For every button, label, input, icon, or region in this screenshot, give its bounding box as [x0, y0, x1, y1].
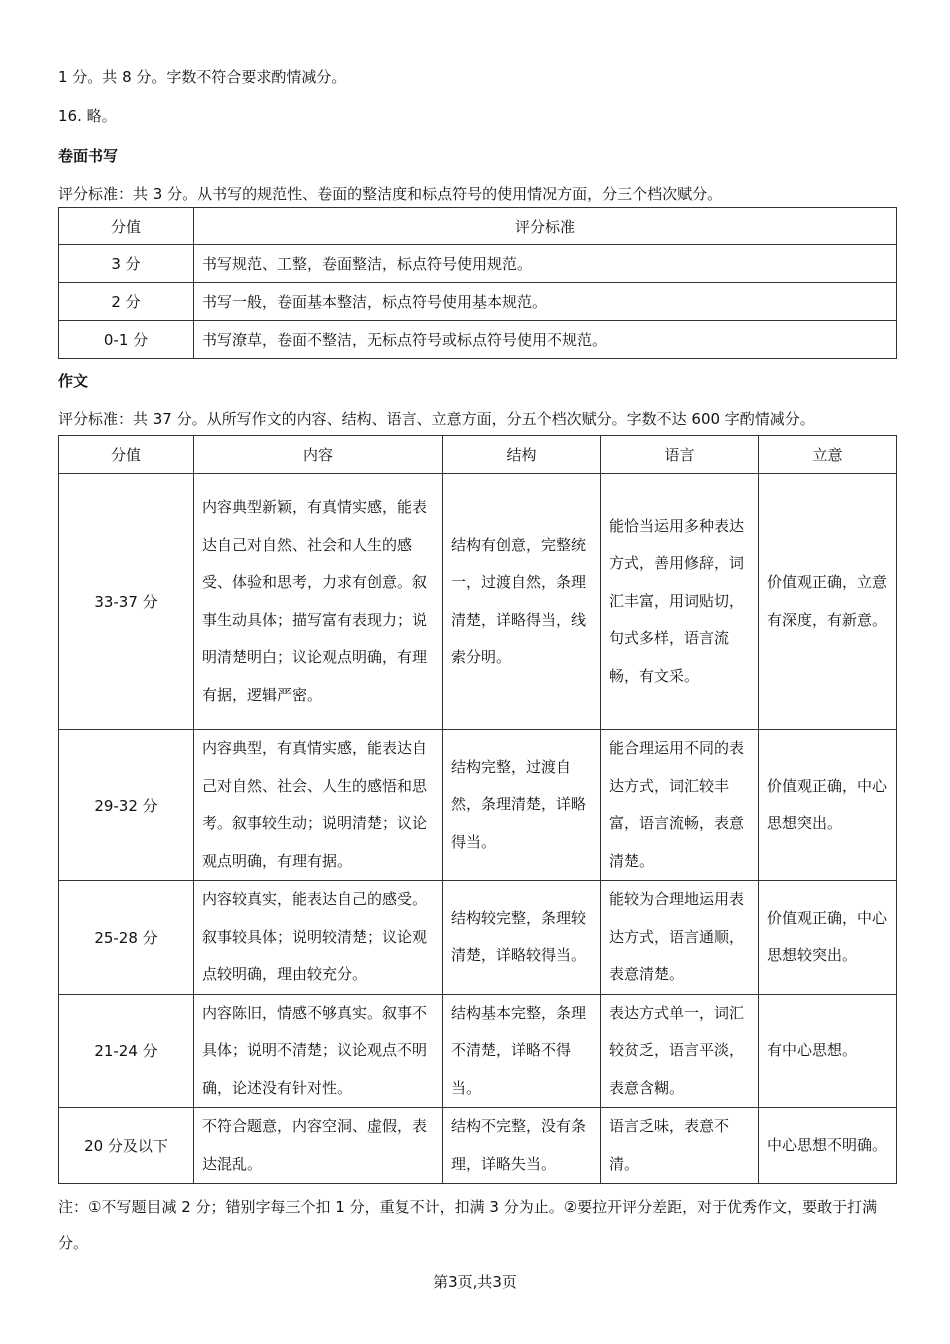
row-language: 能较为合理地运用表达方式，语言通顺，表意清楚。	[601, 881, 759, 995]
row-structure: 结构基本完整，条理不清楚，详略不得当。	[443, 994, 601, 1108]
row-theme: 有中心思想。	[759, 994, 897, 1108]
row-content: 内容典型，有真情实感，能表达自己对自然、社会、人生的感悟和思考。叙事较生动；说明清楚；议论观点明确，有理有据。	[194, 730, 443, 881]
table-row	[59, 881, 897, 995]
table-row	[59, 321, 897, 359]
header-standard: 评分标准	[194, 208, 897, 245]
row-desc: 书写规范、工整，卷面整洁，标点符号使用规范。	[194, 245, 897, 283]
row-desc: 书写一般，卷面基本整洁，标点符号使用基本规范。	[194, 283, 897, 321]
table-row	[59, 474, 897, 730]
header-score: 分值	[59, 436, 194, 474]
intro-line: 1 分。共 8 分。字数不符合要求酌情减分。	[58, 68, 347, 86]
handwriting-standard: 评分标准：共 3 分。从书写的规范性、卷面的整洁度和标点符号的使用情况方面，分三个档次赋分。	[58, 185, 723, 203]
row-score: 3 分	[59, 245, 194, 283]
row-theme: 价值观正确，中心思想突出。	[759, 730, 897, 881]
handwriting-table	[58, 207, 897, 359]
row-structure: 结构不完整，没有条理，详略失当。	[443, 1108, 601, 1184]
row-content: 内容典型新颖，有真情实感，能表达自己对自然、社会和人生的感受、体验和思考，力求有创意。叙事生动具体；描写富有表现力；说明清楚明白；议论观点明确，有理有据，逻辑严密。	[194, 474, 443, 730]
row-desc: 书写潦草，卷面不整洁，无标点符号或标点符号使用不规范。	[194, 321, 897, 359]
header-content: 内容	[194, 436, 443, 474]
row-score: 0-1 分	[59, 321, 194, 359]
row-score: 21-24 分	[59, 994, 194, 1108]
table-row	[59, 283, 897, 321]
composition-heading: 作文	[58, 372, 89, 390]
row-theme: 价值观正确，中心思想较突出。	[759, 881, 897, 995]
row-score: 25-28 分	[59, 881, 194, 995]
table-row	[59, 245, 897, 283]
table-row	[59, 730, 897, 881]
row-content: 不符合题意，内容空洞、虚假，表达混乱。	[194, 1108, 443, 1184]
table-row	[59, 1108, 897, 1184]
item-16: 16. 略。	[58, 107, 117, 125]
row-content: 内容陈旧，情感不够真实。叙事不具体；说明不清楚；议论观点不明确，论述没有针对性。	[194, 994, 443, 1108]
row-language: 能合理运用不同的表达方式，词汇较丰富，语言流畅，表意清楚。	[601, 730, 759, 881]
table-header-row	[59, 208, 897, 245]
row-language: 语言乏味，表意不清。	[601, 1108, 759, 1184]
page-number: 第3页,共3页	[433, 1273, 517, 1291]
row-theme: 价值观正确，立意有深度，有新意。	[759, 474, 897, 730]
composition-standard: 评分标准：共 37 分。从所写作文的内容、结构、语言、立意方面，分五个档次赋分。字数不达 600 字酌情减分。	[58, 410, 815, 428]
row-score: 20 分及以下	[59, 1108, 194, 1184]
row-structure: 结构有创意，完整统一，过渡自然，条理清楚，详略得当，线索分明。	[443, 474, 601, 730]
composition-table	[58, 435, 897, 1184]
header-language: 语言	[601, 436, 759, 474]
row-score: 2 分	[59, 283, 194, 321]
row-score: 29-32 分	[59, 730, 194, 881]
row-structure: 结构完整，过渡自然，条理清楚，详略得当。	[443, 730, 601, 881]
row-theme: 中心思想不明确。	[759, 1108, 897, 1184]
handwriting-heading: 卷面书写	[58, 147, 119, 165]
header-score: 分值	[59, 208, 194, 245]
row-content: 内容较真实，能表达自己的感受。叙事较具体；说明较清楚；议论观点较明确，理由较充分。	[194, 881, 443, 995]
grading-note: 注：①不写题目减 2 分；错别字每三个扣 1 分，重复不计，扣满 3 分为止。②要拉开评分差距，对于优秀作文，要敢于打满分。	[58, 1198, 878, 1252]
table-row	[59, 994, 897, 1108]
row-structure: 结构较完整，条理较清楚，详略较得当。	[443, 881, 601, 995]
row-language: 能恰当运用多种表达方式，善用修辞，词汇丰富，用词贴切，句式多样，语言流畅，有文采。	[601, 474, 759, 730]
header-theme: 立意	[759, 436, 897, 474]
row-language: 表达方式单一，词汇较贫乏，语言平淡，表意含糊。	[601, 994, 759, 1108]
table-header-row	[59, 436, 897, 474]
row-score: 33-37 分	[59, 474, 194, 730]
header-structure: 结构	[443, 436, 601, 474]
